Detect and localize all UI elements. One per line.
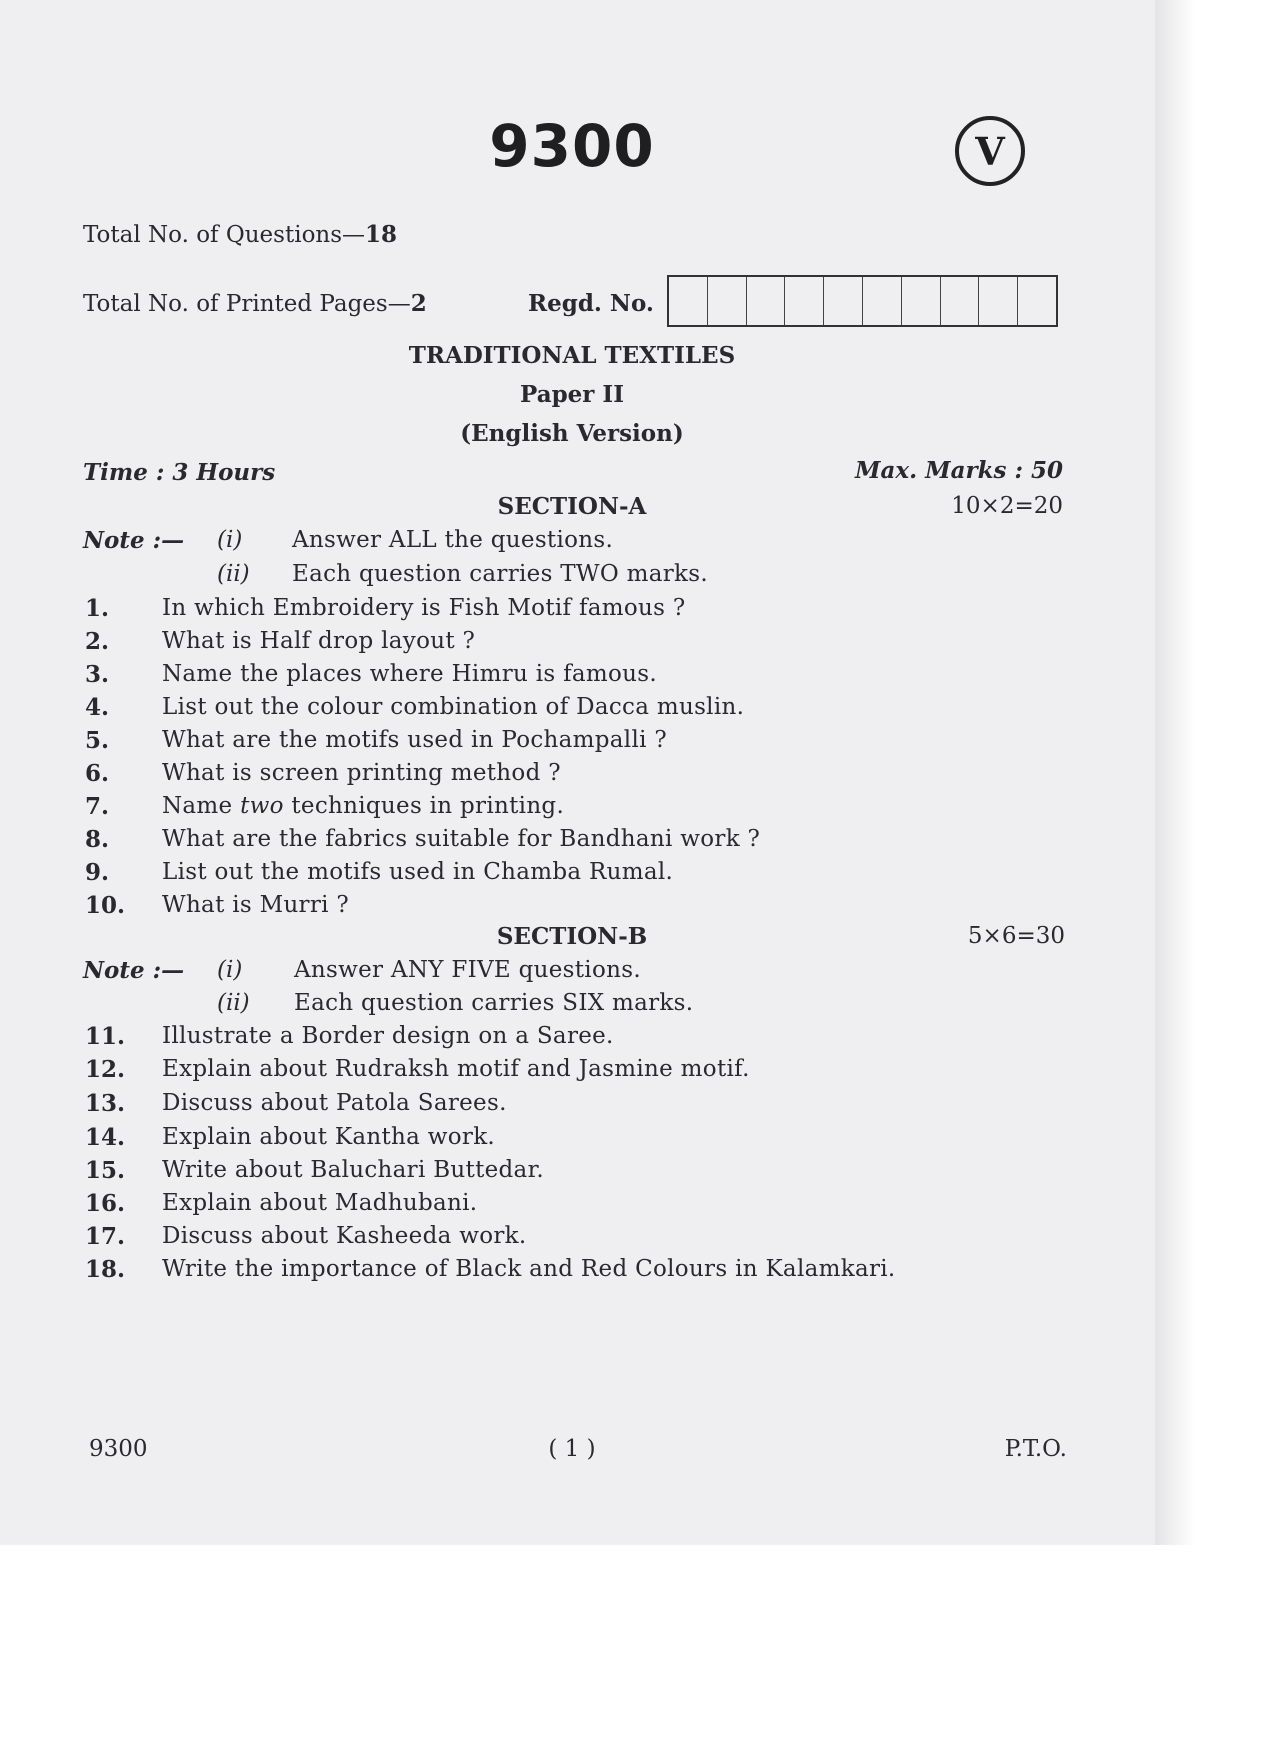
question-number: 5. bbox=[85, 727, 110, 754]
version-title: (English Version) bbox=[460, 420, 684, 447]
question-number: 4. bbox=[85, 694, 110, 721]
regd-digit-cell[interactable] bbox=[785, 277, 824, 325]
section-b-note-num: (i) bbox=[217, 957, 243, 983]
section-a-note-text: Answer ALL the questions. bbox=[292, 527, 614, 553]
regd-digit-cell[interactable] bbox=[824, 277, 863, 325]
total-pages: Total No. of Printed Pages—2 bbox=[83, 290, 427, 317]
question-text: Explain about Rudraksh motif and Jasmine motif. bbox=[162, 1056, 750, 1082]
question-number: 17. bbox=[85, 1223, 126, 1250]
question-number: 7. bbox=[85, 793, 110, 820]
question-text: In which Embroidery is Fish Motif famous ? bbox=[162, 595, 686, 621]
question-number: 8. bbox=[85, 826, 110, 853]
question-number: 16. bbox=[85, 1190, 126, 1217]
question-text: Explain about Madhubani. bbox=[162, 1190, 478, 1216]
footer-paper-code: 9300 bbox=[89, 1436, 148, 1462]
section-a-note-text: Each question carries TWO marks. bbox=[292, 561, 709, 587]
section-b-note-num: (ii) bbox=[217, 990, 250, 1016]
question-number: 13. bbox=[85, 1090, 126, 1117]
question-number: 1. bbox=[85, 595, 110, 622]
subject-title: TRADITIONAL TEXTILES bbox=[408, 342, 736, 369]
question-number: 10. bbox=[85, 892, 126, 919]
section-a-marks: 10×2=20 bbox=[951, 493, 1063, 519]
regd-number-boxes[interactable] bbox=[667, 275, 1058, 327]
question-number: 6. bbox=[85, 760, 110, 787]
section-b-note-label: Note :— bbox=[83, 957, 185, 984]
question-text: Name the places where Himru is famous. bbox=[162, 661, 657, 687]
page-number: ( 1 ) bbox=[548, 1436, 596, 1462]
paper-number: Paper II bbox=[520, 381, 624, 408]
question-number: 11. bbox=[85, 1023, 126, 1050]
regd-digit-cell[interactable] bbox=[669, 277, 708, 325]
max-marks: Max. Marks : 50 bbox=[855, 457, 1063, 484]
regd-digit-cell[interactable] bbox=[863, 277, 902, 325]
question-number: 3. bbox=[85, 661, 110, 688]
question-text: List out the colour combination of Dacca muslin. bbox=[162, 694, 745, 720]
question-text: Write the importance of Black and Red Colours in Kalamkari. bbox=[162, 1256, 896, 1282]
regd-digit-cell[interactable] bbox=[941, 277, 980, 325]
question-text: What is screen printing method ? bbox=[162, 760, 561, 786]
question-text: What is Half drop layout ? bbox=[162, 628, 476, 654]
regd-label: Regd. No. bbox=[528, 290, 654, 317]
version-mark bbox=[955, 116, 1025, 186]
question-text: Write about Baluchari Buttedar. bbox=[162, 1157, 544, 1183]
regd-digit-cell[interactable] bbox=[1018, 277, 1056, 325]
question-number: 14. bbox=[85, 1124, 126, 1151]
section-a-note-num: (ii) bbox=[217, 561, 250, 587]
question-text: List out the motifs used in Chamba Rumal. bbox=[162, 859, 674, 885]
time-allowed: Time : 3 Hours bbox=[83, 459, 276, 486]
regd-digit-cell[interactable] bbox=[979, 277, 1018, 325]
question-text: What is Murri ? bbox=[162, 892, 350, 918]
section-a-heading: SECTION-A bbox=[497, 493, 647, 520]
question-text: Illustrate a Border design on a Saree. bbox=[162, 1023, 614, 1049]
question-number: 12. bbox=[85, 1056, 126, 1083]
version-letter: V bbox=[975, 128, 1005, 174]
question-number: 9. bbox=[85, 859, 110, 886]
total-questions: Total No. of Questions—18 bbox=[83, 221, 398, 248]
question-text: Name two techniques in printing. bbox=[162, 793, 565, 819]
question-number: 15. bbox=[85, 1157, 126, 1184]
section-b-note-text: Answer ANY FIVE questions. bbox=[294, 957, 641, 983]
section-b-marks: 5×6=30 bbox=[967, 923, 1065, 949]
section-a-note-num: (i) bbox=[217, 527, 243, 553]
question-text: Explain about Kantha work. bbox=[162, 1124, 496, 1150]
please-turn-over: P.T.O. bbox=[1004, 1436, 1067, 1462]
question-text: Discuss about Kasheeda work. bbox=[162, 1223, 527, 1249]
section-a-note-label: Note :— bbox=[83, 527, 185, 554]
question-number: 18. bbox=[85, 1256, 126, 1283]
paper-code: 9300 bbox=[489, 112, 655, 180]
regd-digit-cell[interactable] bbox=[902, 277, 941, 325]
question-text: What are the fabrics suitable for Bandhani work ? bbox=[162, 826, 761, 852]
question-text: What are the motifs used in Pochampalli ? bbox=[162, 727, 668, 753]
question-number: 2. bbox=[85, 628, 110, 655]
section-b-heading: SECTION-B bbox=[496, 923, 648, 950]
section-b-note-text: Each question carries SIX marks. bbox=[294, 990, 694, 1016]
question-text: Discuss about Patola Sarees. bbox=[162, 1090, 507, 1116]
regd-digit-cell[interactable] bbox=[747, 277, 786, 325]
scan-edge bbox=[1155, 0, 1275, 1545]
regd-digit-cell[interactable] bbox=[708, 277, 747, 325]
